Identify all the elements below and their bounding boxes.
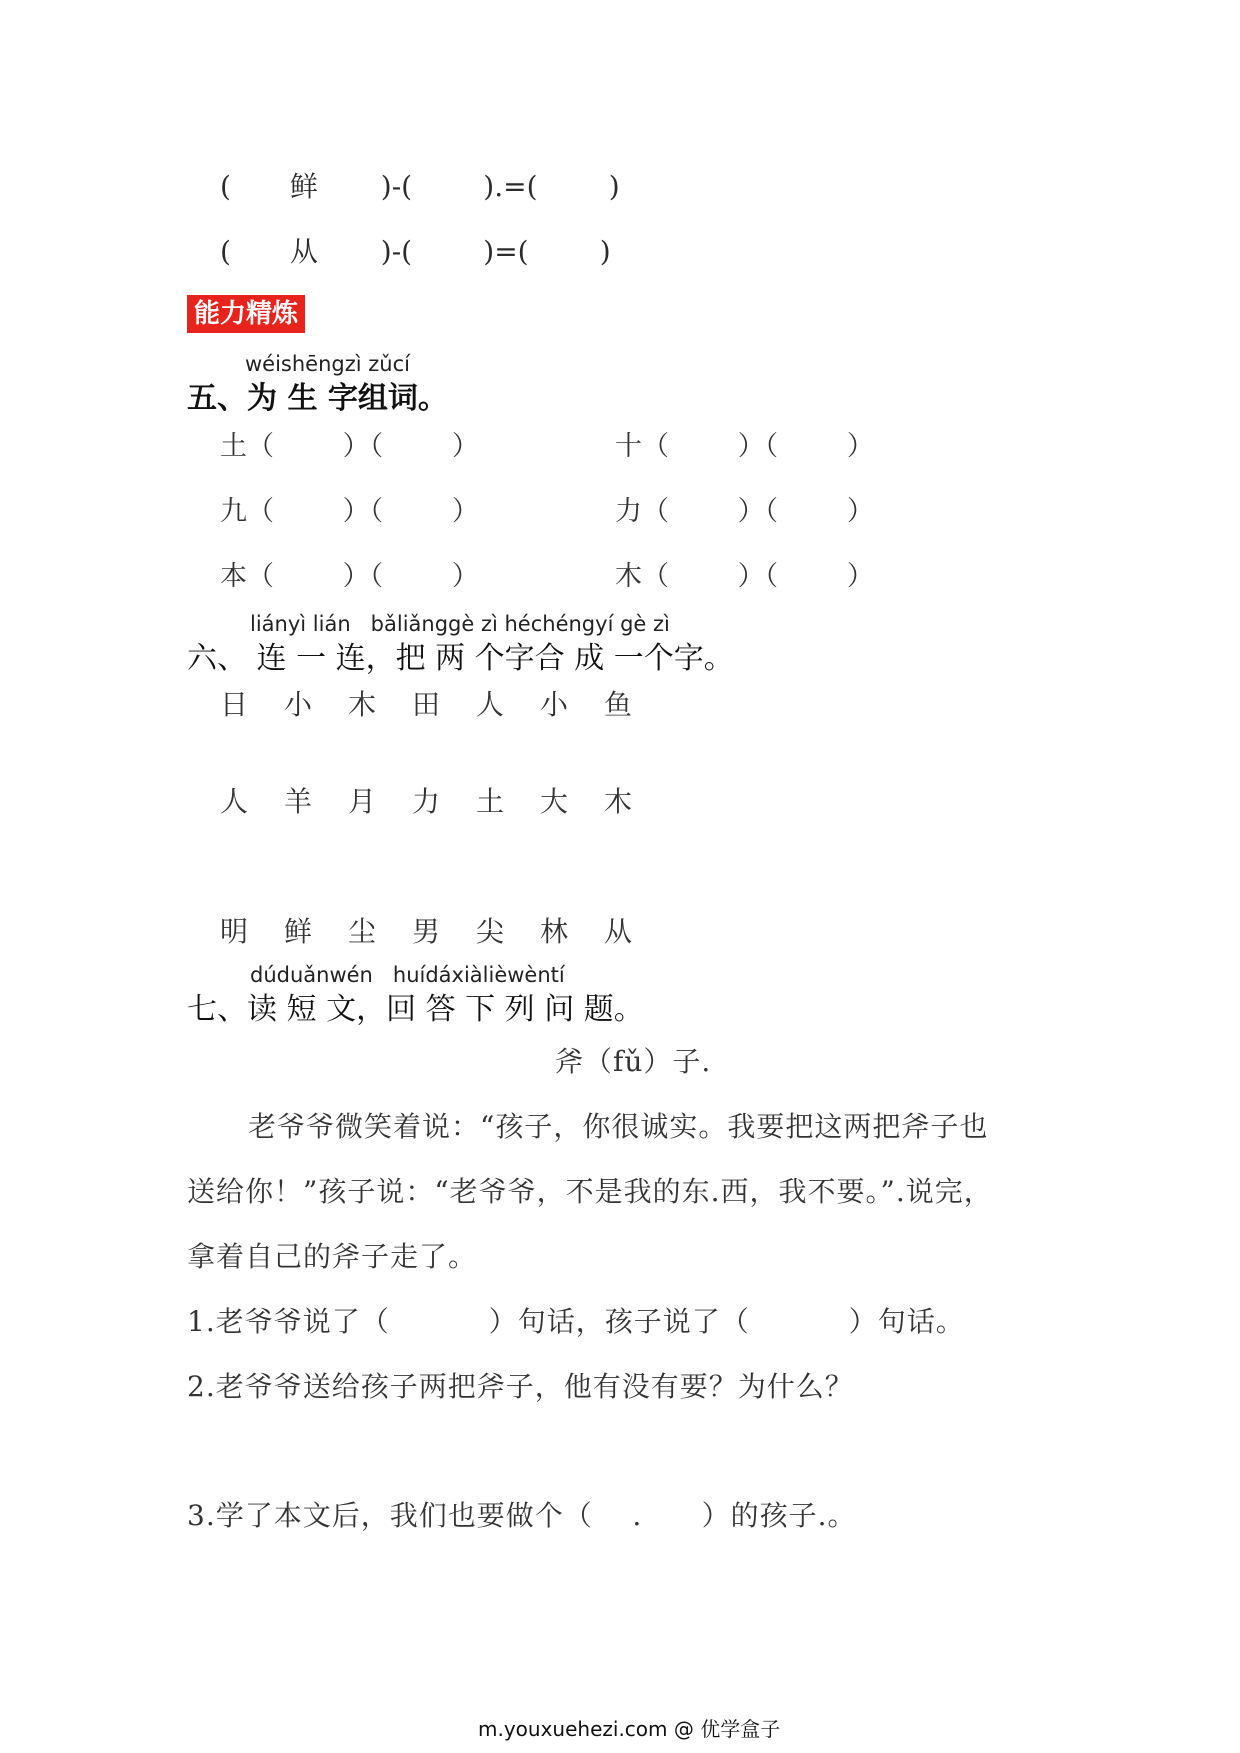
char[interactable]: 明 <box>220 915 249 948</box>
word-row-3-right: 木（ ）（ ） <box>615 561 874 592</box>
word-row-3-left: 本（ ）（ ） <box>220 561 479 592</box>
char-row-2 <box>220 780 668 820</box>
paren-open: ( <box>220 235 231 268</box>
char-row-3 <box>220 910 668 950</box>
equation-2 <box>220 230 611 270</box>
char[interactable]: 人 <box>220 785 249 818</box>
char-row-1 <box>220 683 668 723</box>
char[interactable]: 月 <box>348 785 377 818</box>
equation-1 <box>220 165 620 205</box>
char[interactable]: 日 <box>220 688 249 721</box>
char[interactable]: 人 <box>476 688 505 721</box>
char[interactable]: 木 <box>604 785 633 818</box>
char[interactable]: 大 <box>540 785 569 818</box>
section6-title: 六、 连 一 连，把 两 个字合 成 一个字。 <box>187 641 734 676</box>
section5-title: 五、为 生 字组词。 <box>187 381 448 416</box>
char[interactable]: 尘 <box>348 915 377 948</box>
char[interactable]: 鲜 <box>284 915 313 948</box>
char[interactable]: 林 <box>540 915 569 948</box>
equation-char: 从 <box>289 235 318 268</box>
equation-char: 鲜 <box>289 170 318 203</box>
char[interactable]: 土 <box>476 785 505 818</box>
word-row-2-right: 力（ ）（ ） <box>615 496 874 527</box>
section5-pinyin: wéishēngzì zǔcí <box>245 352 410 376</box>
paren-open: ( <box>220 170 231 203</box>
char[interactable]: 木 <box>348 688 377 721</box>
char[interactable]: 小 <box>540 688 569 721</box>
char[interactable]: 力 <box>412 785 441 818</box>
char[interactable]: 小 <box>284 688 313 721</box>
equation-rest: )-( ).=( ) <box>380 170 620 203</box>
section7-title: 七、读 短 文，回 答 下 列 问 题。 <box>187 992 644 1027</box>
section6-pinyin: liányì lián bǎliǎnggè zì héchéngyí gè zì <box>250 612 670 636</box>
question-2: 2.老爷爷送给孩子两把斧子，他有没有要？为什么？ <box>187 1370 854 1403</box>
word-row-2-left: 九（ ）（ ） <box>220 496 479 527</box>
question-3: 3.学了本文后，我们也要做个（ . ）的孩子.。 <box>187 1499 857 1532</box>
section7-pinyin: dúduǎnwén huídáxiàlièwèntí <box>250 963 565 987</box>
equation-rest: )-( )=( ) <box>380 235 611 268</box>
passage-title: 斧（fǔ）子. <box>555 1045 712 1078</box>
word-row-1-left: 土（ ）（ ） <box>220 431 479 462</box>
char[interactable]: 男 <box>412 915 441 948</box>
footer-watermark: m.youxuehezi.com @ 优学盒子 <box>478 1717 781 1741</box>
passage-line-1: 老爷爷微笑着说：“孩子，你很诚实。我要把这两把斧子也 <box>248 1110 989 1143</box>
char[interactable]: 羊 <box>284 785 313 818</box>
char[interactable]: 田 <box>412 688 441 721</box>
word-row-1-right: 十（ ）（ ） <box>615 431 874 462</box>
char[interactable]: 鱼 <box>604 688 633 721</box>
char[interactable]: 尖 <box>476 915 505 948</box>
question-1: 1.老爷爷说了（ ）句话，孩子说了（ ）句话。 <box>187 1305 965 1338</box>
section-badge: 能力精炼 <box>187 295 305 333</box>
passage-line-3: 拿着自己的斧子走了。 <box>187 1240 478 1273</box>
char[interactable]: 从 <box>604 915 633 948</box>
passage-line-2: 送给你！”孩子说：“老爷爷，不是我的东.西，我不要。”.说完， <box>187 1175 993 1208</box>
